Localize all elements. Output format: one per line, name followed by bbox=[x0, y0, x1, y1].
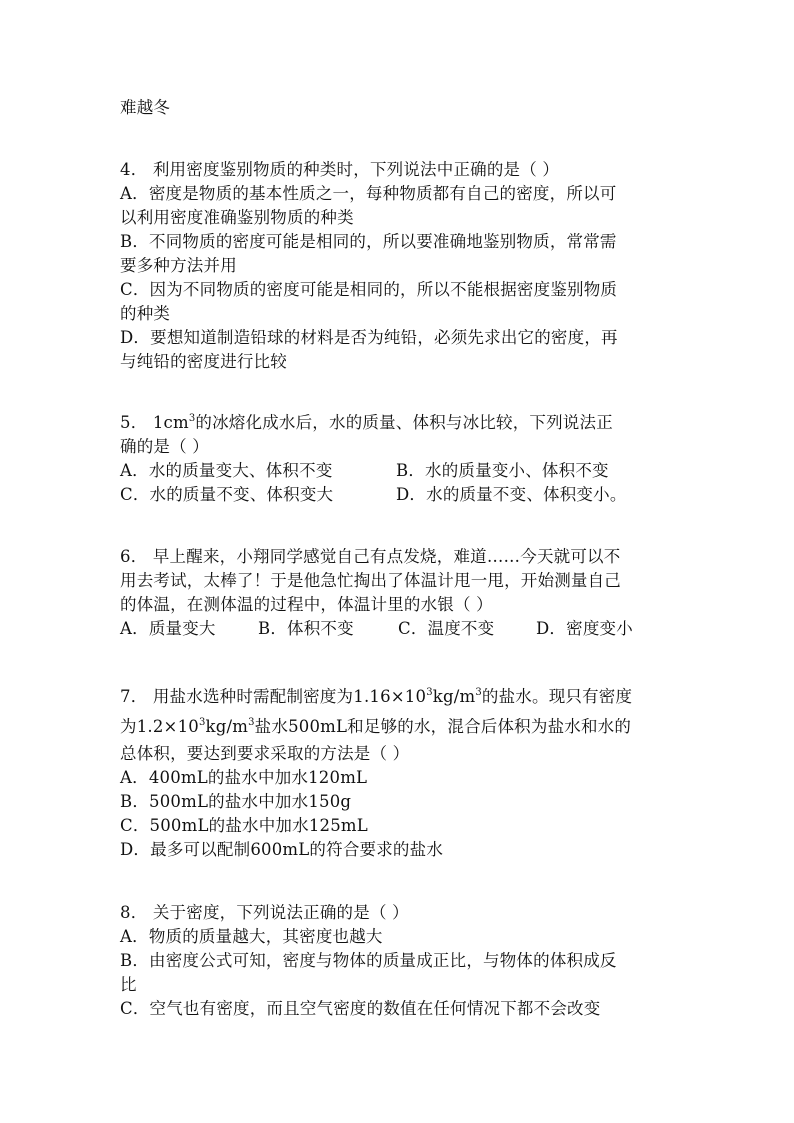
question-6-stem-line2: 用去考试，太棒了！于是他急忙掏出了体温计甩一甩，开始测量自己 bbox=[120, 571, 621, 590]
q7-l2-sup2: 3 bbox=[248, 717, 255, 728]
question-5-options-row1 bbox=[120, 459, 680, 483]
question-6-options bbox=[120, 617, 680, 641]
question-7-option-a: A．400mL的盐水中加水120mL bbox=[120, 768, 368, 787]
q7-l2-sup1: 3 bbox=[198, 717, 206, 728]
question-4-option-b-line1: B．不同物质的密度可能是相同的，所以要准确地鉴别物质，常常需 bbox=[120, 232, 617, 251]
question-4-option-c-line2: 的种类 bbox=[120, 304, 171, 323]
question-4-option-a-line1: A．密度是物质的基本性质之一，每种物质都有自己的密度，所以可 bbox=[120, 184, 617, 203]
q7-l2-mid: kg/m bbox=[205, 717, 249, 736]
q7-l1-sup2: 3 bbox=[475, 687, 482, 698]
question-5-option-c: C．水的质量不变、体积变大 bbox=[120, 485, 334, 504]
question-4-option-a-line2: 以利用密度准确鉴别物质的种类 bbox=[120, 208, 354, 227]
question-5-option-d: D．水的质量不变、体积变小。 bbox=[396, 485, 627, 504]
q5-superscript: 3 bbox=[188, 413, 196, 424]
question-4-option-d-line1: D．要想知道制造铅球的材料是否为纯铅，必须先求出它的密度，再 bbox=[120, 328, 618, 347]
question-4 bbox=[120, 158, 680, 374]
previous-question-fragment bbox=[120, 96, 680, 120]
question-8-stem: 8． 关于密度，下列说法正确的是（ ） bbox=[120, 903, 409, 922]
q7-l2-pre: 为1.2×10 bbox=[120, 717, 199, 736]
question-7 bbox=[120, 682, 680, 862]
question-7-option-d: D．最多可以配制600mL的符合要求的盐水 bbox=[120, 840, 444, 859]
question-8-option-b-line1: B．由密度公式可知，密度与物体的质量成正比，与物体的体积成反 bbox=[120, 951, 617, 970]
q5-stem-post: 的冰熔化成水后，水的质量、体积与冰比较，下列说法正 bbox=[195, 413, 613, 432]
question-6-stem-line3: 的体温，在测体温的过程中，体温计里的水银（ ） bbox=[120, 595, 493, 614]
question-7-option-b: B．500mL的盐水中加水150g bbox=[120, 792, 352, 811]
question-8-option-b-line2: 比 bbox=[120, 975, 137, 994]
fragment-text: 难越冬 bbox=[120, 98, 171, 117]
question-6-option-b: B．体积不变 bbox=[258, 619, 354, 638]
question-6-stem-line1: 6． 早上醒来，小翔同学感觉自己有点发烧，难道……今天就可以不 bbox=[120, 547, 621, 566]
question-8-option-a: A．物质的质量越大，其密度也越大 bbox=[120, 927, 383, 946]
question-4-option-b-line2: 要多种方法并用 bbox=[120, 256, 237, 275]
question-7-stem-line2 bbox=[120, 712, 680, 742]
question-4-option-c-line1: C．因为不同物质的密度可能是相同的，所以不能根据密度鉴别物质 bbox=[120, 280, 618, 299]
question-5-stem-line1 bbox=[120, 411, 680, 435]
question-5-option-a: A．水的质量变大、体积不变 bbox=[120, 461, 333, 480]
question-8-option-c: C．空气也有密度，而且空气密度的数值在任何情况下都不会改变 bbox=[120, 999, 601, 1018]
question-7-option-c: C．500mL的盐水中加水125mL bbox=[120, 816, 368, 835]
question-8 bbox=[120, 901, 680, 1021]
question-4-stem: 4． 利用密度鉴别物质的种类时，下列说法中正确的是（ ） bbox=[120, 160, 560, 179]
q7-l1-mid: kg/m bbox=[432, 687, 476, 706]
q7-l2-post: 盐水500mL和足够的水，混合后体积为盐水和水的 bbox=[254, 717, 632, 736]
q7-l1-post: 的盐水。现只有密度 bbox=[481, 687, 633, 706]
question-6-option-d: D．密度变小 bbox=[536, 619, 633, 638]
q7-l1-pre: 7． 用盐水选种时需配制密度为1.16×10 bbox=[120, 687, 427, 706]
q7-l1-sup1: 3 bbox=[426, 687, 433, 698]
question-5-stem-line2: 确的是（ ） bbox=[120, 437, 209, 456]
q5-stem-pre: 5． 1cm bbox=[120, 413, 189, 432]
question-7-stem-line3: 总体积，要达到要求采取的方法是（ ） bbox=[120, 744, 410, 763]
question-6-option-a: A．质量变大 bbox=[120, 619, 216, 638]
question-5-option-b: B．水的质量变小、体积不变 bbox=[396, 461, 609, 480]
question-6 bbox=[120, 545, 680, 641]
question-7-stem-line1 bbox=[120, 682, 680, 712]
question-4-option-d-line2: 与纯铅的密度进行比较 bbox=[120, 352, 287, 371]
question-5 bbox=[120, 411, 680, 507]
question-5-options-row2 bbox=[120, 483, 680, 507]
question-6-option-c: C．温度不变 bbox=[398, 619, 495, 638]
